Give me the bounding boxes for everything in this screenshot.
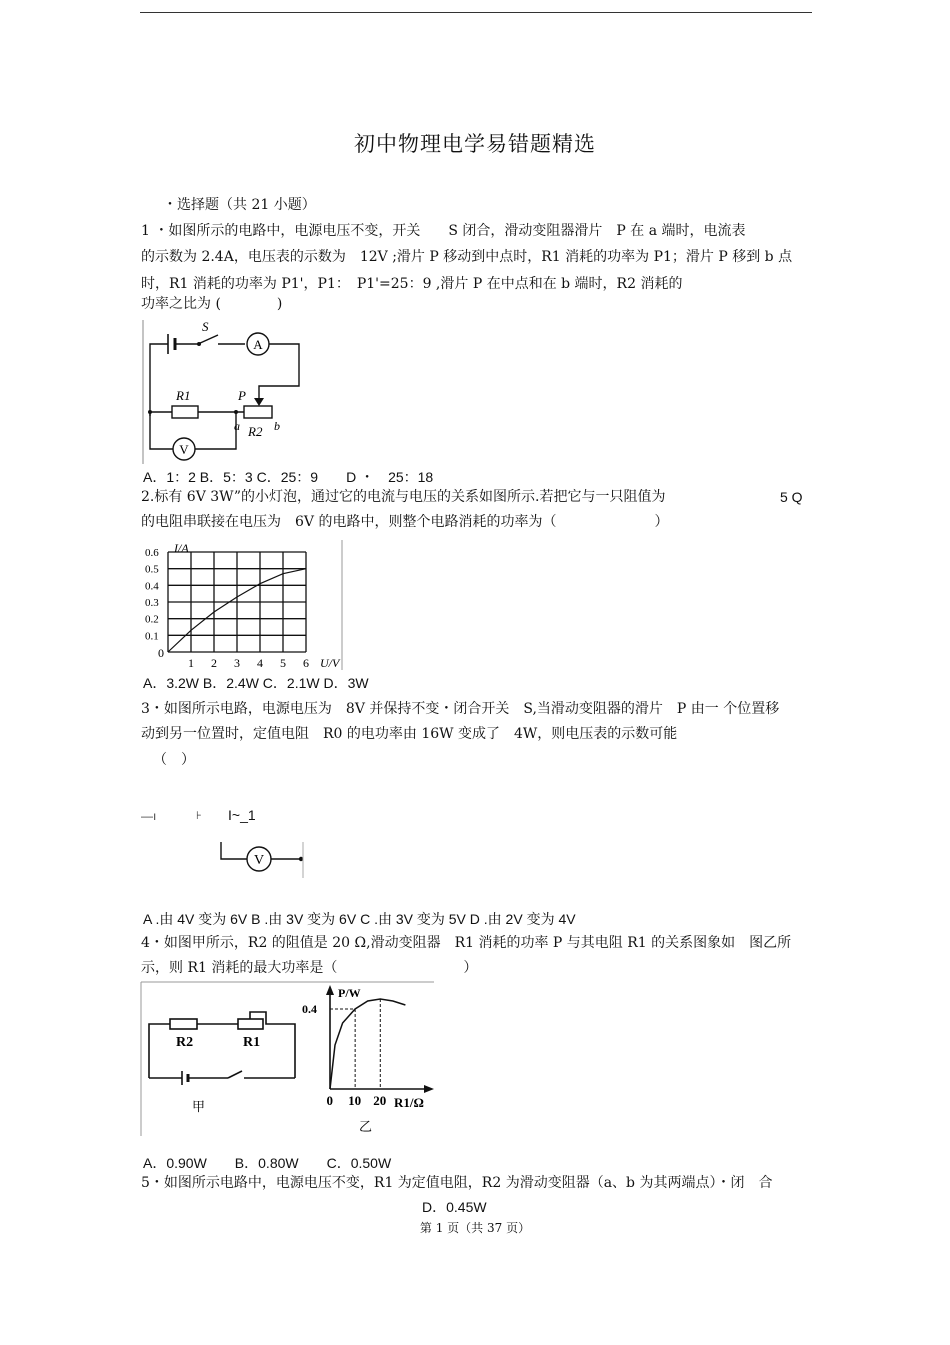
- q4-caption-jia: 甲: [192, 1099, 206, 1114]
- q1-voltmeter-label: V: [179, 442, 189, 457]
- q1-line-2: 的示数为 2.4A，电压表的示数为 12V ;滑片 P 移动到中点时，R1 消耗的功率为 P1；滑片 P 移到 b 点: [141, 249, 793, 265]
- q1-line-3: 时，R1 消耗的功率为 P1'，P1： P1'=25：9 ,滑片 P 在中点和在 b 端时，R2 消耗的: [141, 276, 683, 292]
- q2-x-tick: 5: [280, 656, 286, 670]
- q1-label-r2: R2: [248, 424, 263, 439]
- q4-x-tick: 20: [373, 1093, 387, 1108]
- q4-y-axis-label: P/W: [338, 986, 361, 1000]
- q4-x-axis-label: R1/Ω: [394, 1095, 424, 1110]
- q1-label-b: b: [274, 419, 280, 433]
- q3-fig-left: —ı: [141, 809, 157, 823]
- q4-line-2: 示，则 R1 消耗的最大功率是（ ）: [141, 960, 478, 976]
- q1-line-4: 功率之比为 ( ): [141, 296, 283, 312]
- q1-circuit-figure: [142, 318, 304, 466]
- q4-caption-yi: 乙: [359, 1119, 373, 1134]
- q3-voltmeter-figure: [214, 838, 310, 882]
- q3-line-1: 3・如图所示电路，电源电压为 8V 并保持不变・闭合开关 S,当滑动变阻器的滑片 P 由一 个位置移: [141, 701, 780, 717]
- q5-line-1: 5・如图所示电路中，电源电压不变，R1 为定值电阻，R2 为滑动变阻器（a、b 为其两端点）・闭 合: [141, 1175, 773, 1191]
- q1-label-a: a: [234, 419, 240, 433]
- q3-fig-right: I~_1: [228, 807, 256, 823]
- q1-label-s: S: [202, 319, 209, 334]
- q2-line-1: 2.标有 6V 3W”的小灯泡，通过它的电流与电压的关系如图所示.若把它与一只阻值为: [141, 489, 666, 505]
- q2-x-axis-label: U/V: [320, 656, 340, 670]
- q2-y-tick: 0.6: [145, 547, 159, 559]
- q2-line-1-right: 5 Q: [780, 489, 803, 505]
- q1-line-1: 1 ・如图所示的电路中，电源电压不变，开关 S 闭合，滑动变阻器滑片 P 在 a 端时，电流表: [141, 223, 746, 239]
- q2-x-tick: 1: [188, 656, 194, 670]
- section-heading: ・选择题（共 21 小题）: [163, 197, 316, 213]
- q1-ammeter-label: A: [253, 337, 263, 352]
- q4-y-tick: 0.4: [302, 1002, 317, 1016]
- q2-x-tick: 4: [257, 656, 263, 670]
- q1-label-r1: R1: [176, 388, 191, 403]
- q4-label-r1: R1: [243, 1035, 261, 1050]
- q4-power-chart: [302, 983, 440, 1139]
- q1-options: A．1：2 B．5：3 C．25：9 D ・ 25：18: [143, 469, 434, 485]
- q4-line-1: 4・如图甲所示，R2 的阻值是 20 Ω,滑动变阻器 R1 消耗的功率 P 与其电阻 R1 的关系图象如 图乙所: [141, 935, 792, 951]
- q2-origin-label: 0: [158, 646, 164, 660]
- q2-y-tick: 0.2: [145, 613, 159, 626]
- q1-label-p: P: [238, 388, 246, 403]
- q2-x-tick: 6: [303, 656, 309, 670]
- q4-x-tick: 10: [348, 1093, 362, 1108]
- page-title: 初中物理电学易错题精选: [354, 132, 596, 156]
- header-rule: [140, 12, 812, 13]
- q2-y-tick: 0.5: [145, 563, 159, 576]
- q3-line-3: （ ）: [153, 752, 195, 768]
- q2-iu-chart: [140, 538, 346, 672]
- q3-options: A .由 4V 变为 6V B .由 3V 变为 6V C .由 3V 变为 5V D .由 2V 变为 4V: [143, 911, 576, 927]
- q4-options: A．0.90W B．0.80W C．0.50W: [143, 1155, 392, 1171]
- q3-fig-mid: ⊦: [196, 810, 202, 822]
- page-footer: 第 1 页（共 37 页）: [419, 1221, 531, 1235]
- q4-circuit-figure: [140, 982, 305, 1138]
- q3-line-2: 动到另一位置时，定值电阻 R0 的电功率由 16W 变成了 4W，则电压表的示数可能: [141, 726, 678, 742]
- q4-option-d: D．0.45W: [422, 1199, 487, 1215]
- q2-y-tick: 0.4: [145, 580, 159, 593]
- q4-power-curve: [330, 999, 405, 1089]
- q2-y-axis-label: I/A: [174, 541, 189, 555]
- q3-voltmeter-label: V: [253, 853, 265, 868]
- q2-x-tick: 3: [234, 656, 240, 670]
- q2-y-tick: 0.3: [145, 597, 159, 609]
- q2-options: A．3.2W B．2.4W C．2.1W D．3W: [143, 675, 369, 691]
- q4-x-tick: 0: [326, 1093, 333, 1108]
- q2-line-2: 的电阻串联接在电压为 6V 的电路中，则整个电路消耗的功率为（ ）: [141, 514, 669, 530]
- q2-x-tick: 2: [211, 656, 217, 670]
- q2-y-tick: 0.1: [145, 630, 159, 643]
- q4-label-r2: R2: [176, 1035, 194, 1050]
